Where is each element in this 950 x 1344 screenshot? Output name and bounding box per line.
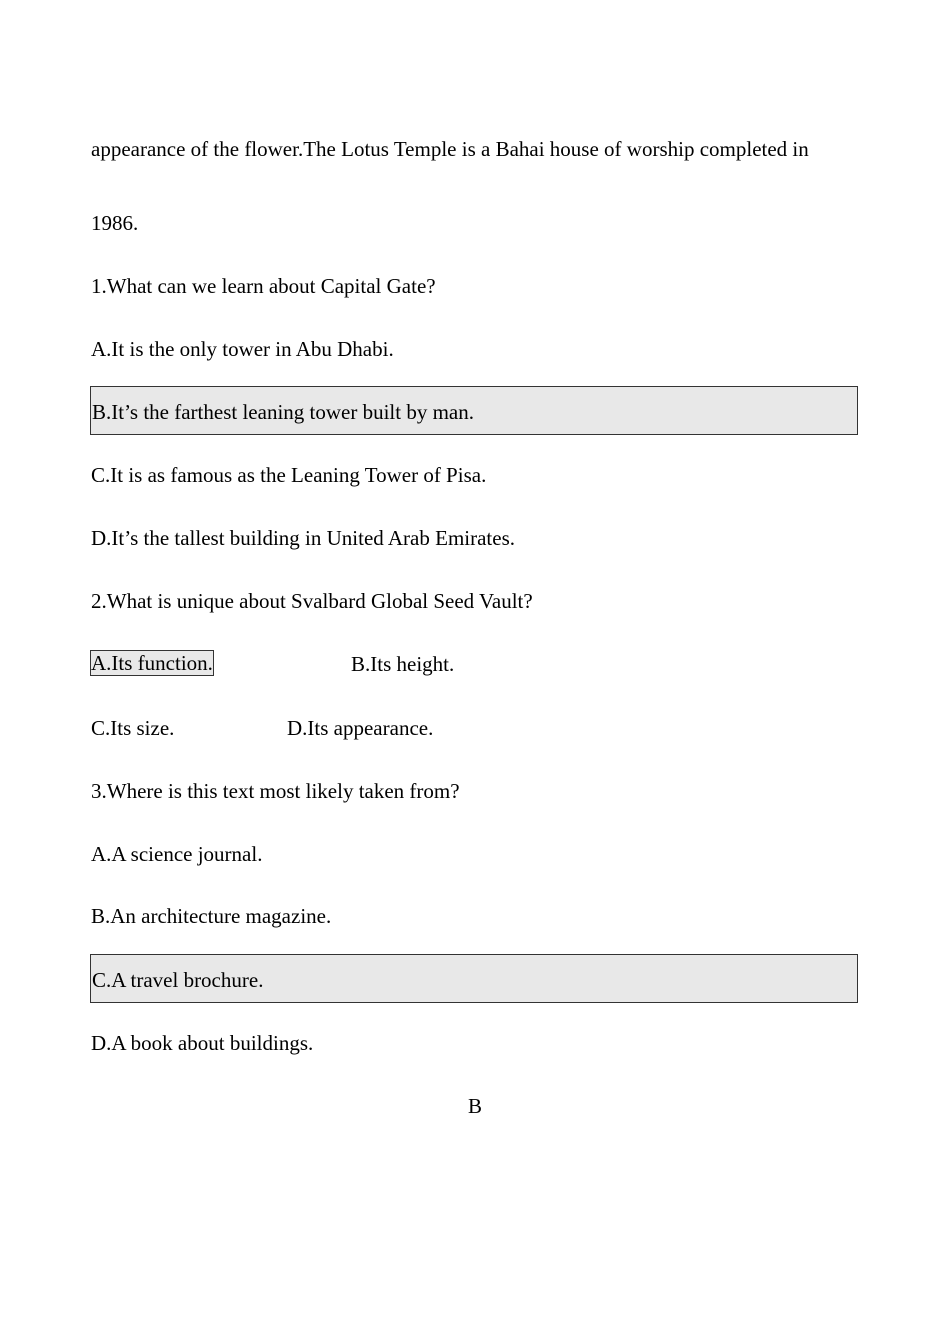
q1-option-b-highlight — [90, 386, 858, 435]
q2-option-d: D.Its appearance. — [287, 716, 434, 740]
q1-option-b: B.It’s the farthest leaning tower built by man. — [92, 400, 474, 424]
q2-option-c: C.Its size. — [91, 716, 175, 740]
section-marker: B — [467, 1094, 482, 1118]
question-2: 2.What is unique about Svalbard Global Seed Vault? — [91, 589, 533, 613]
q3-option-d: D.A book about buildings. — [91, 1031, 314, 1055]
q1-option-a: A.It is the only tower in Abu Dhabi. — [91, 337, 394, 361]
question-3: 3.Where is this text most likely taken from? — [91, 779, 460, 803]
q3-option-c: C.A travel brochure. — [92, 968, 264, 992]
q1-option-c: C.It is as famous as the Leaning Tower of Pisa. — [91, 463, 487, 487]
passage-line-2: 1986. — [91, 211, 139, 235]
q3-option-c-highlight — [90, 954, 858, 1003]
q1-option-d: D.It’s the tallest building in United Arab Emirates. — [91, 526, 516, 550]
q2-option-b: B.Its height. — [351, 652, 455, 676]
passage-line-1: appearance of the flower.The Lotus Temple is a Bahai house of worship completed in — [91, 137, 809, 161]
q3-option-b: B.An architecture magazine. — [91, 904, 332, 928]
q2-option-a: A.Its function. — [91, 651, 213, 675]
question-1: 1.What can we learn about Capital Gate? — [91, 274, 436, 298]
q3-option-a: A.A science journal. — [91, 842, 263, 866]
